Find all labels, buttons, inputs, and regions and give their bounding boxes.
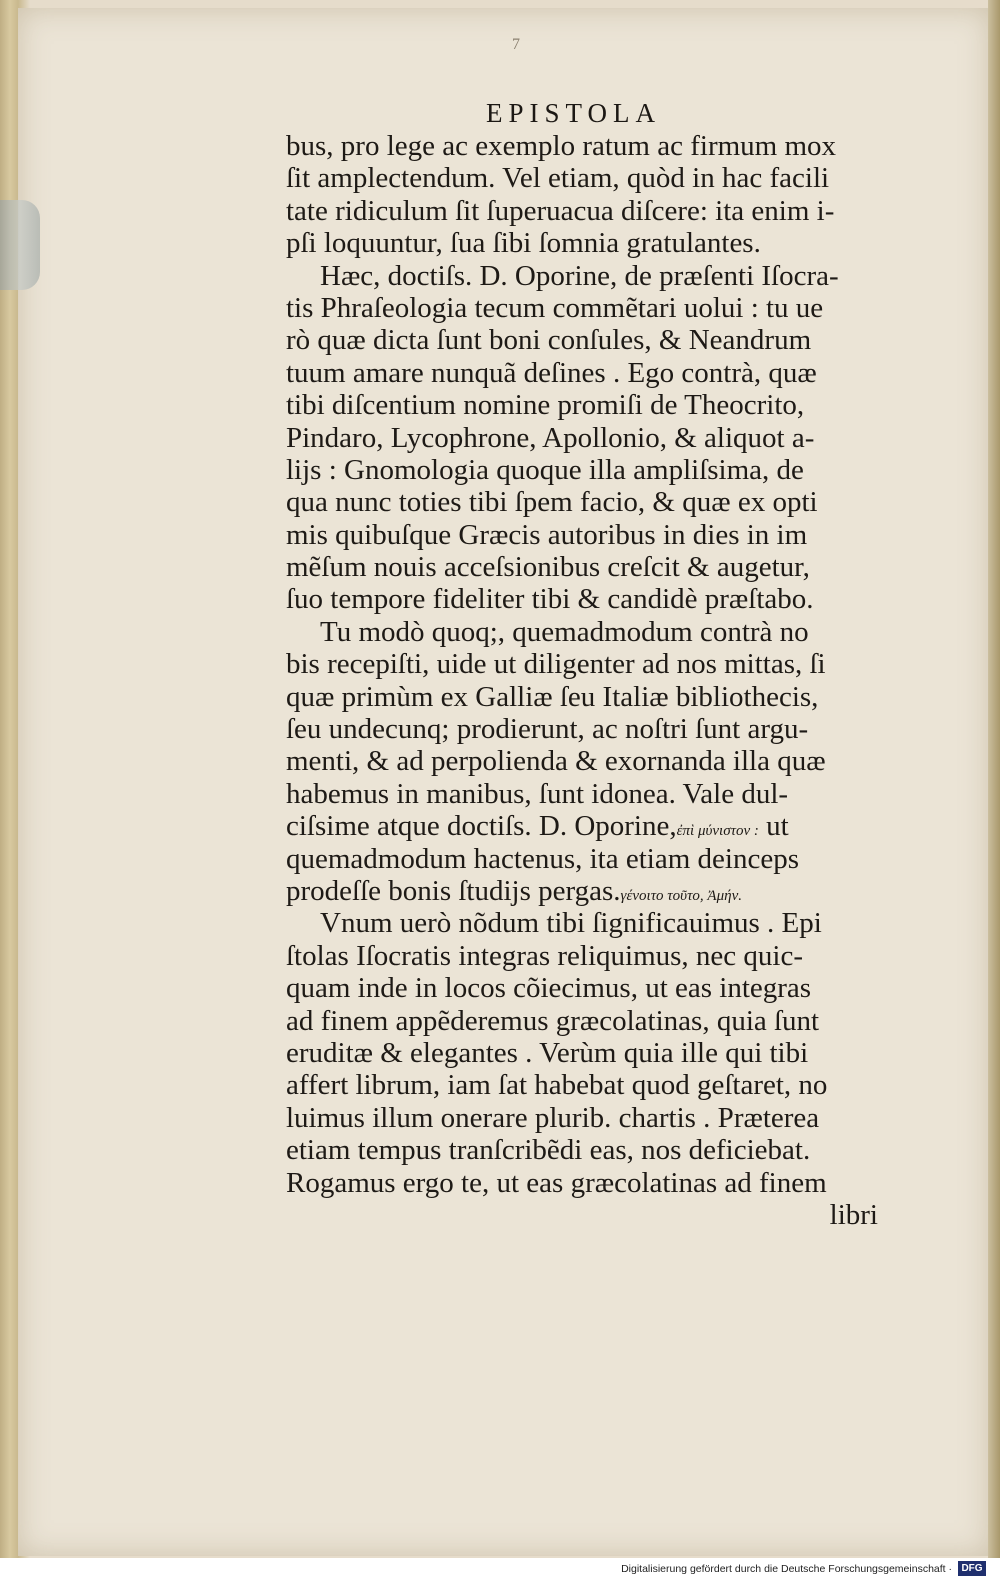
- text-line: ſit amplectendum. Vel etiam, quòd in hac facili: [286, 162, 830, 195]
- text-line: Hæc, doctiſs. D. Oporine, de præſenti Iſocra-: [320, 259, 839, 292]
- text-line: pſi loquuntur, ſua ſibi ſomnia gratulantes.: [286, 227, 761, 260]
- text-line: ſtolas Iſocratis integras reliquimus, nec quic-: [286, 939, 804, 972]
- text-line: bis recepiſti, uide ut diligenter ad nos mittas, ſi: [286, 648, 826, 681]
- text-segment: ciſsime atque doctiſs. D. Oporine,: [286, 810, 677, 843]
- text-line: mis quibuſque Græcis autoribus in dies in im: [286, 518, 808, 551]
- text-line: lijs : Gnomologia quoque illa ampliſsima, de: [286, 453, 804, 486]
- running-head: EPISTOLA: [486, 98, 662, 128]
- dfg-logo: DFG: [958, 1561, 986, 1576]
- text-line: menti, & ad perpolienda & exornanda illa quæ: [286, 745, 826, 778]
- text-line: eruditæ & elegantes . Verùm quia ille qui tibi: [286, 1036, 809, 1069]
- text-line: Tu modò quoq;, quemadmodum contrà no: [320, 615, 809, 648]
- text-line: quemadmodum hactenus, ita etiam deinceps: [286, 842, 799, 875]
- text-line: bus, pro lege ac exemplo ratum ac firmum mox: [286, 130, 837, 162]
- text-line: ſeu undecunq; prodierunt, ac noſtri ſunt argu-: [286, 713, 809, 746]
- text-line: mẽſum nouis acceſsionibus creſcit & augetur,: [286, 551, 810, 584]
- text-line: tate ridiculum ſit ſuperuacua diſcere: ita enim i-: [286, 194, 835, 227]
- text-line: tis Phraſeologia tecum commẽtari uolui : tu ue: [286, 291, 824, 324]
- page-clip: [0, 200, 40, 290]
- text-line: tuum amare nunquã deſines . Ego contrà, quæ: [286, 356, 817, 389]
- text-block: [286, 130, 886, 1231]
- text-line: tibi diſcentium nomine promiſi de Theocrito,: [286, 389, 805, 422]
- text-line: qua nunc toties tibi ſpem facio, & quæ ex opti: [286, 486, 818, 519]
- text-line: affert librum, iam ſat habebat quod geſtaret, no: [286, 1069, 828, 1102]
- text-line: Rogamus ergo te, ut eas græcolatinas ad finem: [286, 1166, 827, 1199]
- text-segment: ut: [758, 810, 789, 843]
- text-line: [286, 810, 886, 842]
- text-line: Vnum uerò nõdum tibi ſignificauimus . Epi: [320, 907, 822, 940]
- text-line: habemus in manibus, ſunt idonea. Vale dul-: [286, 777, 789, 810]
- greek-phrase: ἐπὶ μύνιστον :: [676, 823, 759, 840]
- text-line: ad finem appẽderemus græcolatinas, quia ſunt: [286, 1004, 820, 1037]
- text-line: Pindaro, Lycophrone, Apollonio, & aliquot a-: [286, 421, 815, 454]
- text-line: luimus illum onerare plurib. chartis . Præterea: [286, 1101, 820, 1134]
- greek-phrase: γένοιτο τοῦτο, Ἀμήν.: [620, 887, 742, 904]
- text-line: quæ primùm ex Galliæ ſeu Italiæ bibliothecis,: [286, 680, 819, 713]
- catchword: libri: [829, 1198, 878, 1231]
- footer-credit: Digitalisierung gefördert durch die Deutsche Forschungsgemeinschaft ·: [621, 1563, 952, 1575]
- text-segment: prodeſſe bonis ſtudijs pergas.: [286, 874, 621, 907]
- page-edge: [988, 0, 1000, 1558]
- text-line: rò quæ dicta ſunt boni conſules, & Neandrum: [286, 324, 812, 357]
- text-line: quam inde in locos cõiecimus, ut eas integras: [286, 972, 812, 1005]
- text-line: [286, 875, 886, 907]
- folio-mark: 7: [512, 36, 520, 53]
- text-line: ſuo tempore fideliter tibi & candidè præſtabo.: [286, 583, 814, 616]
- text-line: etiam tempus tranſcribẽdi eas, nos deficiebat.: [286, 1134, 811, 1167]
